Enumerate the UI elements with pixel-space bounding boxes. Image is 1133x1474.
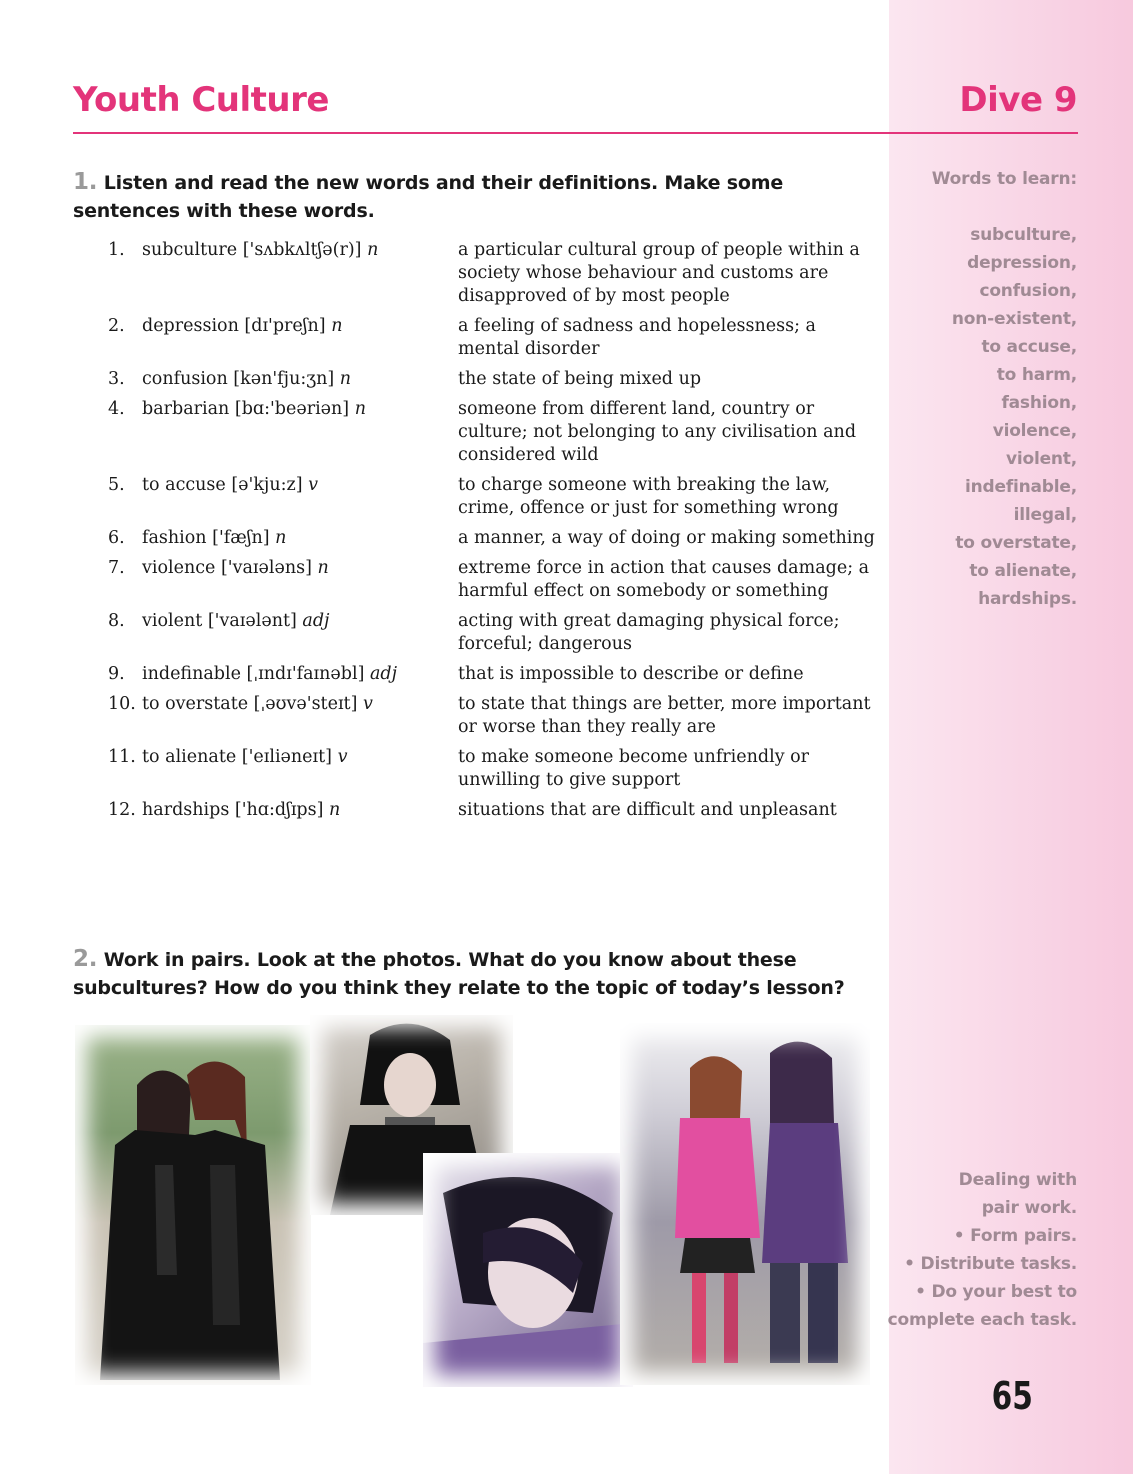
subculture-photo-collage — [75, 1015, 870, 1387]
entry-number: 11. — [108, 747, 136, 767]
vocabulary-entry — [108, 799, 878, 822]
vocabulary-list — [108, 239, 878, 829]
sidebar-word: fashion, — [1001, 393, 1077, 413]
emo-girl-photo — [423, 1153, 633, 1387]
entry-word: confusion [kən'fju:ʒn] n — [142, 369, 352, 389]
page-title: Youth Culture — [73, 80, 329, 120]
part-of-speech: n — [275, 528, 287, 548]
entry-word: barbarian [bɑ:'beəriən] n — [142, 399, 366, 419]
part-of-speech: n — [367, 240, 379, 260]
header-divider — [73, 132, 1078, 134]
entry-definition: someone from different land, country or culture; not belonging to any civilisation and considered wild — [458, 399, 857, 465]
entry-word: violence ['vaɪələns] n — [142, 558, 329, 578]
sidebar-word: violence, — [992, 421, 1077, 441]
part-of-speech: n — [339, 369, 352, 389]
sidebar-word: indefinable, — [964, 477, 1077, 497]
entry-number: 9. — [108, 664, 125, 684]
entry-word: to overstate [ˌəʊvə'steɪt] v — [142, 694, 373, 714]
sidebar-word: confusion, — [979, 281, 1077, 301]
entry-word: hardships ['hɑ:dʃɪps] n — [142, 800, 341, 820]
sidebar-word: to harm, — [996, 365, 1077, 385]
entry-definition: to make someone become unfriendly or unwilling to give support — [458, 747, 810, 790]
words-to-learn-heading: Words to learn: — [931, 169, 1077, 189]
part-of-speech: n — [329, 800, 341, 820]
entry-definition: extreme force in action that causes damage; a harmful effect on somebody or something — [458, 558, 870, 601]
entry-number: 12. — [108, 800, 136, 820]
part-of-speech: n — [354, 399, 366, 419]
entry-number: 6. — [108, 528, 125, 548]
entry-number: 10. — [108, 694, 136, 714]
part-of-speech: adj — [369, 664, 398, 684]
entry-word: violent ['vaɪələnt] adj — [142, 611, 330, 631]
pair-work-tips — [888, 1166, 1077, 1334]
entry-definition: to state that things are better, more important or worse than they really are — [458, 694, 871, 737]
vocabulary-entry — [108, 557, 878, 603]
entry-word: to accuse [ə'kju:z] v — [142, 475, 319, 495]
words-to-learn-list — [952, 221, 1077, 613]
entry-word: subculture ['sʌbkʌltʃə(r)] n — [142, 240, 379, 260]
part-of-speech: v — [337, 747, 348, 767]
vocabulary-entry — [108, 610, 878, 656]
task-number: 1. — [73, 169, 98, 195]
entry-word: indefinable [ˌɪndɪ'faɪnəbl] adj — [142, 664, 398, 684]
sidebar-word: hardships. — [978, 589, 1077, 609]
part-of-speech: adj — [302, 611, 330, 631]
task-number: 2. — [73, 946, 98, 972]
tip-item: • Form pairs. — [953, 1226, 1077, 1246]
sidebar-word: violent, — [1005, 449, 1077, 469]
entry-word: fashion ['fæʃn] n — [142, 528, 287, 548]
vocabulary-entry — [108, 239, 878, 308]
entry-definition: that is impossible to describe or define — [458, 664, 804, 684]
tip-item: • Distribute tasks. — [904, 1254, 1077, 1274]
sidebar-word: illegal, — [1013, 505, 1077, 525]
entry-number: 5. — [108, 475, 125, 495]
vocabulary-entry — [108, 368, 878, 391]
sidebar-word: depression, — [967, 253, 1077, 273]
entry-number: 4. — [108, 399, 125, 419]
task-2 — [73, 945, 878, 1002]
goth-couple-photo — [75, 1025, 311, 1385]
tips-heading-line: Dealing with — [958, 1170, 1077, 1190]
entry-word: depression [dɪ'preʃn] n — [142, 316, 343, 336]
tip-item: • Do your best to — [915, 1282, 1077, 1302]
part-of-speech: n — [317, 558, 329, 578]
task-instruction: Work in pairs. Look at the photos. What do you know about these subcultures? How do you think they relate to the topic of today’s lesson? — [73, 949, 845, 999]
task-1 — [73, 168, 878, 225]
sidebar-word: to overstate, — [955, 533, 1077, 553]
entry-number: 7. — [108, 558, 125, 578]
entry-number: 8. — [108, 611, 125, 631]
sidebar-word: non-existent, — [951, 309, 1077, 329]
sidebar-word: to accuse, — [981, 337, 1077, 357]
entry-number: 3. — [108, 369, 125, 389]
vocabulary-entry — [108, 663, 878, 686]
tip-item: complete each task. — [887, 1310, 1077, 1330]
page-number: 65 — [991, 1374, 1033, 1418]
entry-number: 2. — [108, 316, 125, 336]
part-of-speech: v — [308, 475, 319, 495]
emo-girls-photo — [620, 1023, 870, 1385]
part-of-speech: n — [331, 316, 343, 336]
entry-number: 1. — [108, 240, 125, 260]
entry-definition: acting with great damaging physical force; forceful; dangerous — [458, 611, 840, 654]
vocabulary-entry — [108, 474, 878, 520]
entry-definition: to charge someone with breaking the law, crime, offence or just for something wrong — [458, 475, 839, 518]
tips-heading-line: pair work. — [981, 1198, 1077, 1218]
vocabulary-entry — [108, 746, 878, 792]
sidebar-word: to alienate, — [969, 561, 1077, 581]
task-instruction: Listen and read the new words and their definitions. Make some sentences with these words. — [73, 172, 784, 222]
entry-definition: a particular cultural group of people within a society whose behaviour and customs are disapproved of by most people — [458, 240, 860, 306]
entry-definition: a feeling of sadness and hopelessness; a mental disorder — [458, 316, 816, 359]
vocabulary-entry — [108, 527, 878, 550]
part-of-speech: v — [362, 694, 373, 714]
vocabulary-entry — [108, 315, 878, 361]
entry-definition: a manner, a way of doing or making something — [458, 528, 875, 548]
entry-definition: situations that are difficult and unpleasant — [458, 800, 837, 820]
vocabulary-entry — [108, 693, 878, 739]
unit-label: Dive 9 — [959, 80, 1077, 120]
entry-definition: the state of being mixed up — [458, 369, 702, 389]
vocabulary-entry — [108, 398, 878, 467]
sidebar-word: subculture, — [970, 225, 1077, 245]
entry-word: to alienate ['eɪliəneɪt] v — [142, 747, 348, 767]
